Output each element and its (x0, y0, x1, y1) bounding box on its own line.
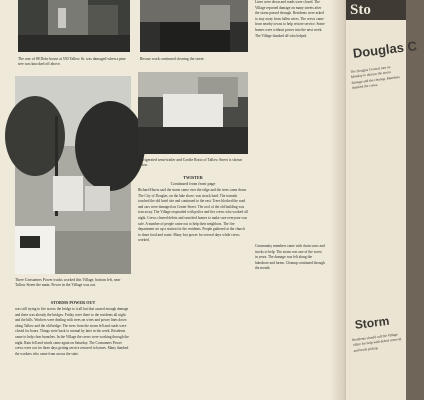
photo-street-image (140, 0, 248, 52)
article-col-far: Community members came with chain saws and trucks to help. The storm was one of the worst in years. The damage was felt along the lakeshore and farms. Cleanup continued through the month. (255, 244, 325, 271)
article-col-middle: Richard Harris said the storm came over the ridge and the trees came down. The City of Douglas, on the lake shore, was struck hard. The tornado touched the old hotel site and continued to the east. Trees blocked the road and cars were damaged on Center Street. The roof of the old building was torn away. The Village responded with police and fire crews who worked all night. Crews cleared debris and searched homes to make sure everyone was safe. A number of people came out to help their neighbors. The fire department set up a station for the residents. People gathered at the church to share food and water. Many lost power for several days while crews worked. (138, 188, 248, 243)
caption-house: The rear of 88 Dohr house at 550 Tallow St. was damaged when a pine tree was knocked off above. (18, 57, 126, 67)
heading-twister: TWISTER (183, 175, 203, 180)
caption-trailer: Refrigerated semi-trailer and Cordie Rotto of Tallow Street is shown below. (138, 158, 243, 168)
facing-text-b: Residents should call the Village office for help with debris removal and brush pickup. (352, 332, 402, 353)
heading-storm-power: STORMS POWER OUT (50, 300, 96, 305)
facing-masthead: Sto (350, 2, 371, 18)
facing-text-a: The Douglas Council met on Monday to discuss the storm damage and the cleanup. Members thanked the crews. (350, 65, 401, 91)
photo-refrigerated-trailer (138, 72, 248, 154)
photo-street-damage (140, 0, 248, 52)
heading-twister-sub: Continued from front page (170, 181, 216, 186)
caption-street: Rescue work continued clearing the street. (140, 57, 205, 61)
photo-power-trucks (15, 76, 131, 274)
facing-headline: Douglas C (352, 38, 418, 61)
photo-trucks-image (15, 76, 131, 274)
photo-house-damage (18, 0, 130, 52)
photo-trailer-image (138, 72, 248, 154)
facing-headline-2: Storm (354, 313, 391, 332)
caption-trucks: Three Consumers Power trucks worked this Village, bottom left, near Tallow Street the main. Power in the Village was out. (15, 278, 121, 288)
article-col-right: Lines were down and roads were closed. The Village reported damage on many streets after the storm passed through. Residents were asked to stay away from fallen wires. The crews came from nearby towns to help restore service. Some homes were without power into the next week. The Village thanked all who helped. (255, 0, 325, 38)
article-col-left: was still trying to fire across the bridge to it all but that caused enough damage and there was already the bridges. Friday were there to the residents all night and the hills. Workers were dealing with trees on wires and power lines down along Tallow and the old bridge. The trees from the storm fell and roads were closed for hours. Things were back to normal by later in the week. Residents came to help clear branches. In the Village the crews were working through the night. Rain fell and winds came again on Saturday. The Consumers Power crews were out for three days getting service restored to homes. Many thanked the workers who came from across the state. (15, 307, 129, 356)
photo-house-image (18, 0, 130, 52)
